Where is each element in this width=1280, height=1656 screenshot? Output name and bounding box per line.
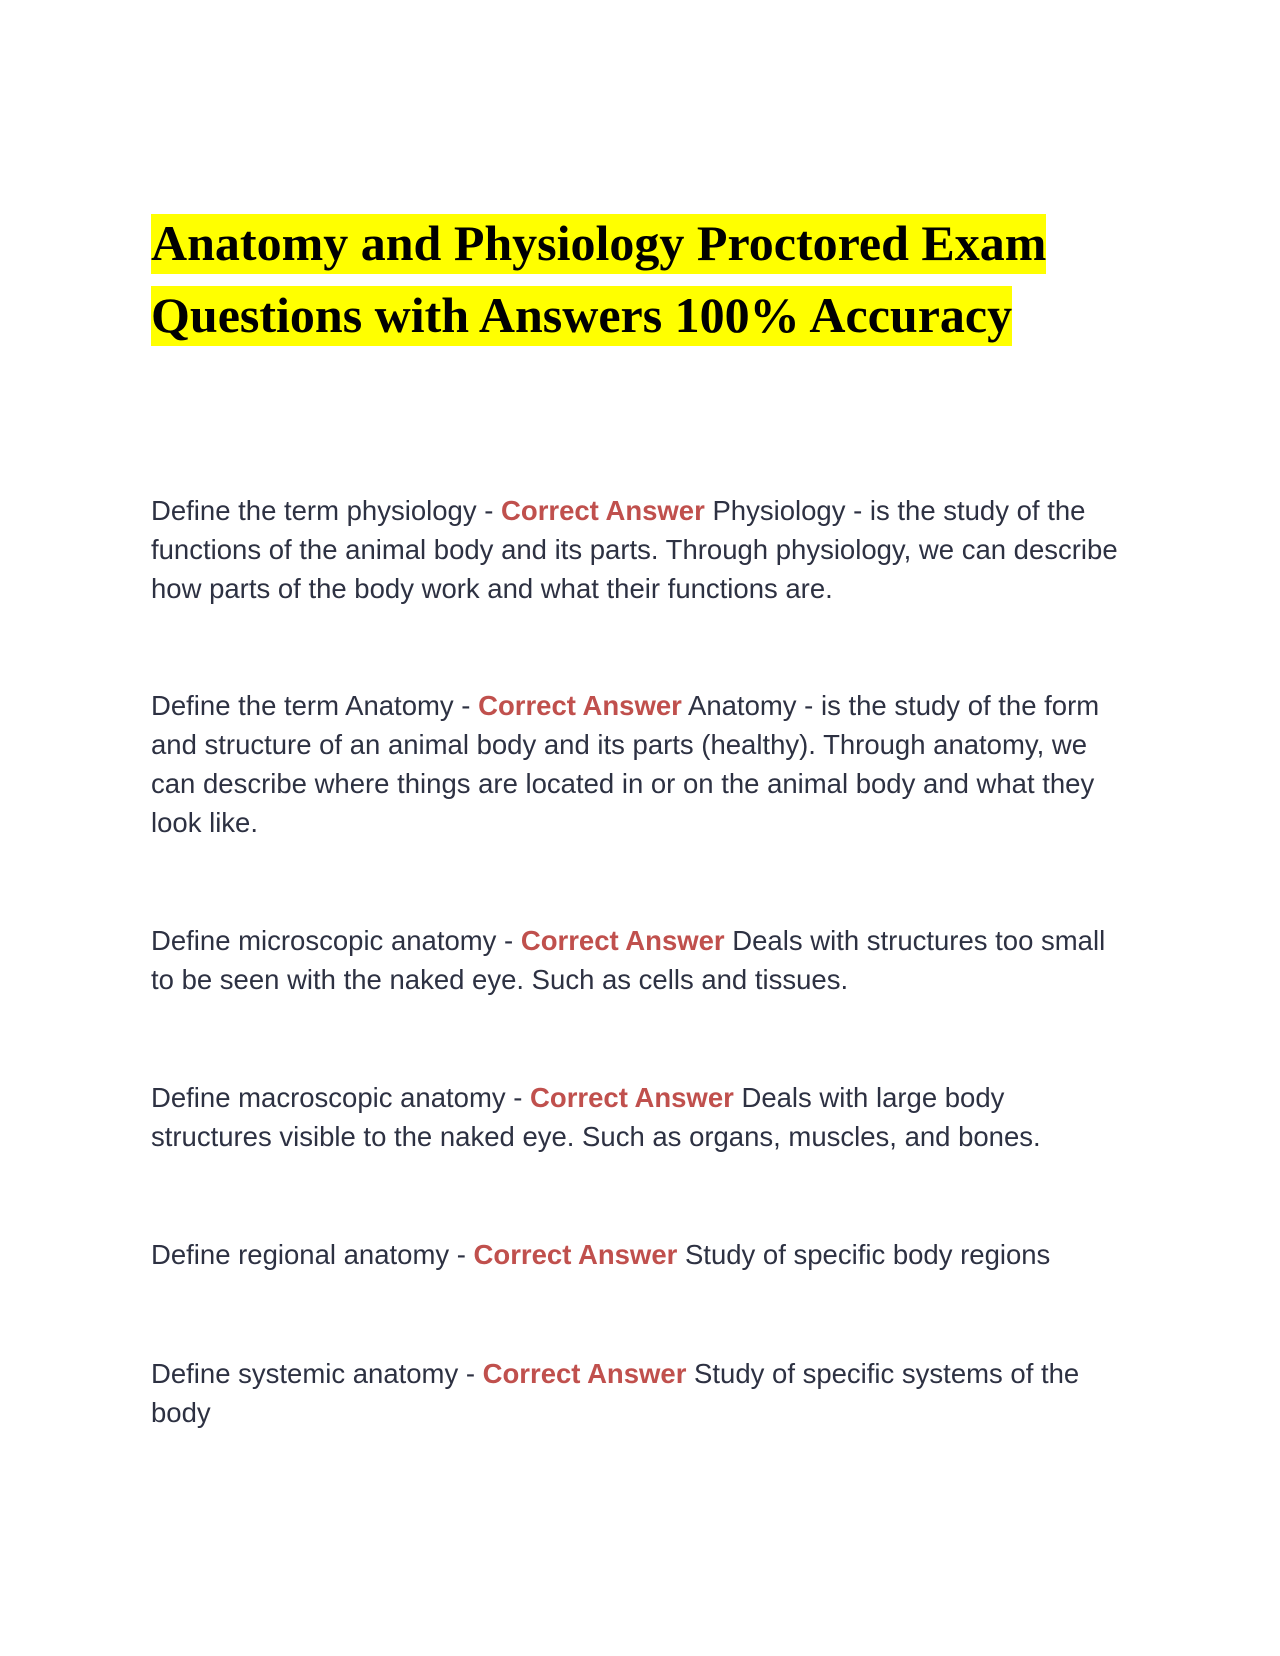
correct-answer-label: Correct Answer [520, 925, 725, 956]
document-title [151, 207, 1151, 351]
question-text: Define the term Anatomy - [151, 690, 479, 721]
answer-text: Study of specific body regions [677, 1239, 1051, 1270]
qa-item-systemic-anatomy [151, 1354, 1131, 1432]
question-text: Define the term physiology - [151, 495, 502, 526]
answer-text: Study of specific systems of the body [151, 1358, 1080, 1428]
question-text: Define macroscopic anatomy - [151, 1082, 531, 1113]
answer-text: Anatomy - is the study of the form and structure of an animal body and its parts (healthy). Through anatomy, we can describe where things are located in or on the animal body and what they look like. [151, 690, 1100, 838]
answer-text: Deals with large body structures visible to the naked eye. Such as organs, muscles, and bones. [151, 1082, 1041, 1152]
correct-answer-label: Correct Answer [501, 495, 705, 526]
answer-text: Deals with structures too small to be seen with the naked eye. Such as cells and tissues. [151, 925, 1106, 995]
question-text: Define microscopic anatomy - [151, 925, 521, 956]
question-text: Define regional anatomy - [151, 1239, 474, 1270]
correct-answer-label: Correct Answer [482, 1358, 687, 1389]
title-line-2: Questions with Answers 100% Accuracy [151, 286, 1012, 346]
question-text: Define systemic anatomy - [151, 1358, 483, 1389]
qa-item-physiology [151, 491, 1131, 608]
answer-text: Physiology - is the study of the functions of the animal body and its parts. Through physiology, we can describe how parts of the body work and what their functions are. [151, 495, 1118, 604]
title-line-1: Anatomy and Physiology Proctored Exam [151, 214, 1046, 274]
qa-item-regional-anatomy [151, 1235, 1131, 1274]
qa-item-anatomy [151, 686, 1131, 842]
qa-item-microscopic-anatomy [151, 921, 1131, 999]
correct-answer-label: Correct Answer [473, 1239, 678, 1270]
correct-answer-label: Correct Answer [478, 690, 682, 721]
qa-item-macroscopic-anatomy [151, 1078, 1131, 1156]
correct-answer-label: Correct Answer [530, 1082, 734, 1113]
